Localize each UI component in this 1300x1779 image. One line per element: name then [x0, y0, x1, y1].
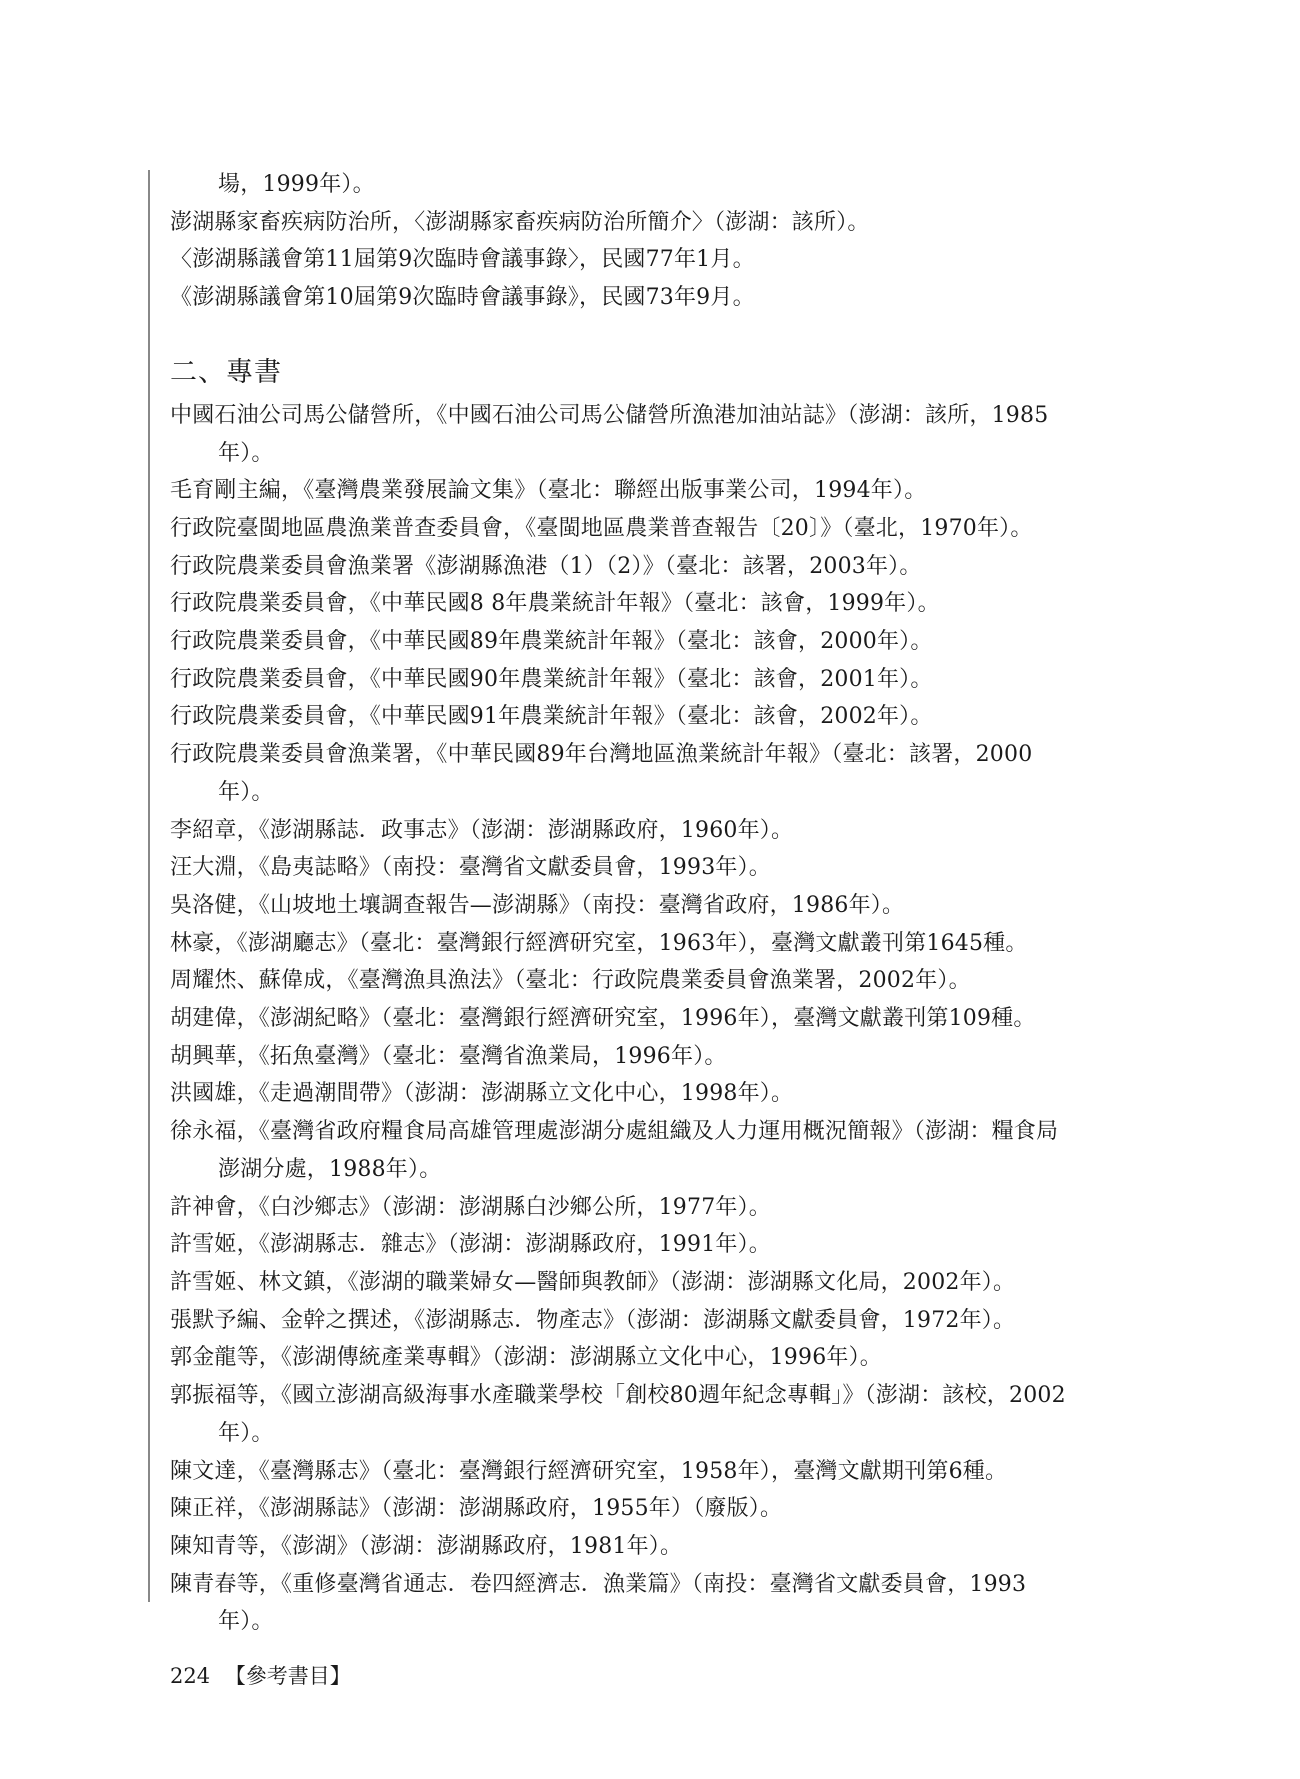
page-footer — [170, 1661, 351, 1691]
citation-line: 許雪姬，《澎湖縣志．雜志》（澎湖：澎湖縣政府，1991年）。 — [170, 1232, 771, 1258]
citation-line: 郭金龍等，《澎湖傳統產業專輯》（澎湖：澎湖縣立文化中心，1996年）。 — [170, 1345, 882, 1371]
citation-line: 許雪姬、林文鎮，《澎湖的職業婦女—醫師與教師》（澎湖：澎湖縣文化局，2002年）。 — [170, 1269, 1016, 1295]
citation-line: 行政院臺閩地區農漁業普查委員會，《臺閩地區農業普查報告〔20〕》（臺北，1970年）。 — [170, 515, 1033, 541]
citation-line: 洪國雄，《走過潮間帶》（澎湖：澎湖縣立文化中心，1998年）。 — [170, 1081, 794, 1107]
page-number: 224 — [170, 1664, 211, 1688]
citation-line: 郭振福等，《國立澎湖高級海事水產職業學校「創校80週年紀念專輯」》（澎湖：該校，2002 — [170, 1383, 1066, 1409]
section-heading: 二、專書 — [170, 356, 282, 388]
citation-line: 年）。 — [218, 779, 274, 805]
citation-line: 澎湖分處，1988年）。 — [218, 1156, 442, 1182]
citation-line: 陳青春等，《重修臺灣省通志．卷四經濟志．漁業篇》（南投：臺灣省文獻委員會，1993 — [170, 1571, 1027, 1597]
citation-line: 年）。 — [218, 1609, 274, 1635]
citation-line: 場，1999年）。 — [218, 172, 375, 197]
citation-line: 《澎湖縣議會第10屆第9次臨時會議事錄》，民國73年9月。 — [170, 285, 755, 311]
citation-line: 〈澎湖縣議會第11屆第9次臨時會議事錄〉，民國77年1月。 — [170, 247, 755, 273]
bibliography-body — [170, 166, 1130, 1641]
citation-line: 行政院農業委員會漁業署《澎湖縣漁港（1）（2）》（臺北：該署，2003年）。 — [170, 553, 922, 579]
citation-line: 徐永福，《臺灣省政府糧食局高雄管理處澎湖分處組織及人力運用概況簡報》（澎湖：糧食局 — [170, 1119, 1059, 1145]
citation-line: 林豪，《澎湖廳志》（臺北：臺灣銀行經濟研究室，1963年），臺灣文獻叢刊第1645種。 — [170, 930, 1028, 956]
margin-rule — [148, 170, 150, 1602]
citation-line: 年）。 — [218, 440, 274, 466]
citation-line: 行政院農業委員會漁業署，《中華民國89年台灣地區漁業統計年報》（臺北：該署，2000 — [170, 742, 1033, 768]
citation-line: 行政院農業委員會，《中華民國8 8年農業統計年報》（臺北：該會，1999年）。 — [170, 591, 940, 617]
citation-line: 陳正祥，《澎湖縣誌》（澎湖：澎湖縣政府，1955年）（廢版）。 — [170, 1496, 783, 1522]
citation-line: 行政院農業委員會，《中華民國90年農業統計年報》（臺北：該會，2001年）。 — [170, 666, 933, 692]
citation-line: 陳知青等，《澎湖》（澎湖：澎湖縣政府，1981年）。 — [170, 1533, 683, 1559]
citation-line: 澎湖縣家畜疾病防治所，〈澎湖縣家畜疾病防治所簡介〉（澎湖：該所）。 — [170, 209, 870, 235]
citation-line: 胡興華，《拓魚臺灣》（臺北：臺灣省漁業局，1996年）。 — [170, 1043, 727, 1069]
citation-line: 周耀烋、蘇偉成，《臺灣漁具漁法》（臺北：行政院農業委員會漁業署，2002年）。 — [170, 968, 971, 994]
citation-line: 胡建偉，《澎湖紀略》（臺北：臺灣銀行經濟研究室，1996年），臺灣文獻叢刊第109種。 — [170, 1006, 1036, 1032]
citation-line: 年）。 — [218, 1420, 274, 1446]
citation-line: 許神會，《白沙鄉志》（澎湖：澎湖縣白沙鄉公所，1977年）。 — [170, 1194, 771, 1220]
citation-line: 行政院農業委員會，《中華民國89年農業統計年報》（臺北：該會，2000年）。 — [170, 629, 933, 655]
citation-line: 汪大淵，《島夷誌略》（南投：臺灣省文獻委員會，1993年）。 — [170, 855, 771, 881]
citation-line: 李紹章，《澎湖縣誌．政事志》（澎湖：澎湖縣政府，1960年）。 — [170, 817, 794, 843]
running-section-label: 【參考書目】 — [224, 1664, 351, 1688]
citation-line: 吳洛健，《山坡地土壤調查報告—澎湖縣》（南投：臺灣省政府，1986年）。 — [170, 892, 905, 918]
citation-line: 中國石油公司馬公儲營所，《中國石油公司馬公儲營所漁港加油站誌》（澎湖：該所，1985 — [170, 402, 1049, 428]
citation-line: 毛育剛主編，《臺灣農業發展論文集》（臺北：聯經出版事業公司，1994年）。 — [170, 478, 927, 504]
citation-line: 行政院農業委員會，《中華民國91年農業統計年報》（臺北：該會，2002年）。 — [170, 704, 933, 730]
citation-line: 陳文達，《臺灣縣志》（臺北：臺灣銀行經濟研究室，1958年），臺灣文獻期刊第6種。 — [170, 1458, 1008, 1484]
citation-line: 張默予編、金幹之撰述，《澎湖縣志．物產志》（澎湖：澎湖縣文獻委員會，1972年）。 — [170, 1307, 1016, 1333]
